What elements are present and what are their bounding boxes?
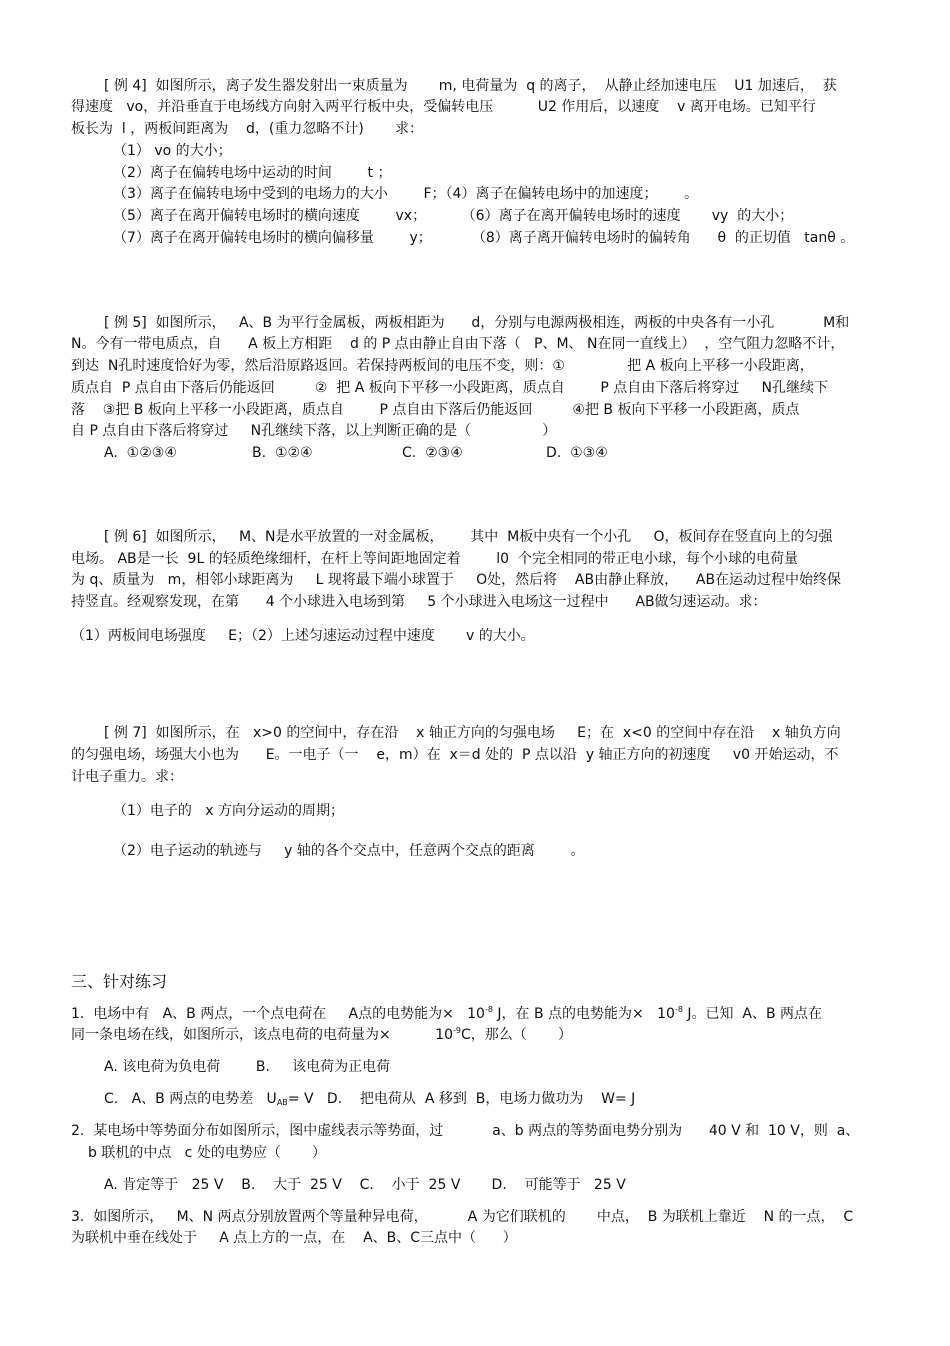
problem-1-line-1: 1. 电场中有 A、B 两点，一个点电荷在 A点的电势能为× $10^{-8}$ J，在 B 点的电势能为× $10^{-8}$ J。已知 A、B 两点在 xyxy=(71,1005,823,1022)
problem-1-options-ab: A. 该电荷为负电荷 B. 该电荷为正电荷 xyxy=(104,1059,391,1075)
problem-2-line-1: 2. 某电场中等势面分布如图所示，图中虚线表示等势面，过 a、b 两点的等势面电势分别为 40 V 和 10 V，则 a、 xyxy=(71,1123,860,1139)
problem-3-line-2: 为联机中垂在线处于 A 点上方的一点，在 A、B、C三点中（ ） xyxy=(71,1230,517,1246)
section-heading: 三、针对练习 xyxy=(71,972,168,991)
ex4-question-2: （2）离子在偏转电场中运动的时间 t ； xyxy=(113,165,392,181)
ex5-line-2: N。今有一带电质点，自 A 板上方相距 d 的 P 点由静止自由下落（ P、M、 N在同一直线上） ，空气阻力忽略不计， xyxy=(71,336,845,352)
ex4-question-5-6: （5）离子在离开偏转电场时的横向速度 vx； （6）离子在离开偏转电场时的速度 vy 的大小； xyxy=(113,208,794,224)
ex6-line-1: [ 例 6] 如图所示， M、N是水平放置的一对金属板， 其中 M板中央有一个小孔 O，板间存在竖直向上的匀强 xyxy=(104,529,833,545)
ex7-question-2: （2）电子运动的轨迹与 y 轴的各个交点中，任意两个交点的距离 。 xyxy=(113,843,585,859)
ex5-option-d: D. ①③④ xyxy=(546,445,608,461)
ex6-line-4: 持竖直。经观察发现，在第 4 个小球进入电场到第 5 个小球进入电场这一过程中 AB做匀速运动。求： xyxy=(71,594,767,610)
ex7-line-3: 计电子重力。求： xyxy=(71,769,183,785)
problem-2-options: A. 肯定等于 25 V B. 大于 25 V C. 小于 25 V D. 可能等于 25 V xyxy=(104,1177,626,1193)
ex5-line-6: 自 P 点自由下落后将穿过 N孔继续下落，以上判断正确的是（ ） xyxy=(71,423,557,439)
ex7-question-1: （1）电子的 x 方向分运动的周期； xyxy=(113,803,344,819)
ex5-line-4: 质点自 P 点自由下落后仍能返回 ② 把 A 板向下平移一小段距离，质点自 P 点自由下落后将穿过 N孔继续下 xyxy=(71,380,828,396)
ex7-line-1: [ 例 7] 如图所示，在 x>0 的空间中，存在沿 x 轴正方向的匀强电场 E；在 x<0 的空间中存在沿 x 轴负方向 xyxy=(104,725,841,741)
ex7-line-2: 的匀强电场，场强大小也为 E。一电子（一 e，m）在 x＝d 处的 P 点以沿 y 轴正方向的初速度 v0 开始运动，不 xyxy=(71,747,839,763)
ex4-question-1: （1） vo 的大小； xyxy=(113,143,232,159)
ex4-question-7-8: （7）离子在离开偏转电场时的横向偏移量 y； （8）离子离开偏转电场时的偏转角 θ 的正切值 tanθ 。 xyxy=(113,230,855,246)
problem-1-options-cd: C. A、B 两点的电势差 $U_{AB}= V$ D. 把电荷从 A 移到 B，电场力做功为 W= J xyxy=(104,1091,636,1107)
ex4-line-3: 板长为 l ，两板间距离为 d，(重力忽略不计) 求： xyxy=(71,121,424,137)
ex4-question-3-4: （3）离子在偏转电场中受到的电场力的大小 F；（4）离子在偏转电场中的加速度； 。 xyxy=(113,186,699,202)
ex6-line-3: 为 q、质量为 m，相邻小球距离为 L 现将最下端小球置于 O处，然后将 AB由静止释放， AB在运动过程中始终保 xyxy=(71,572,842,588)
problem-1-line-2: 同一条电场在线，如图所示，该点电荷的电荷量为× $10^{-9}C$，那么（ ） xyxy=(71,1026,572,1043)
ex5-option-c: C. ②③④ xyxy=(402,445,463,461)
ex4-line-2: 得速度 vo，并沿垂直于电场线方向射入两平行板中央，受偏转电压 U2 作用后，以速度 v 离开电场。已知平行 xyxy=(71,99,816,115)
problem-3-line-1: 3. 如图所示， M、N 两点分别放置两个等量种异电荷， A 为它们联机的 中点， B 为联机上靠近 N 的一点， C xyxy=(71,1209,854,1225)
ex5-option-a: A. ①②③④ xyxy=(104,445,177,461)
ex4-line-1: [ 例 4] 如图所示，离子发生器发射出一束质量为 m, 电荷量为 q 的离子， 从静止经加速电压 U1 加速后， 获 xyxy=(104,78,837,94)
ex5-line-5: 落 ③把 B 板向上平移一小段距离，质点自 P 点自由下落后仍能返回 ④把 B 板向下平移一小段距离，质点 xyxy=(71,402,800,418)
ex5-option-b: B. ①②④ xyxy=(252,445,313,461)
ex5-line-3: 到达 N孔时速度恰好为零，然后沿原路返回。若保持两板间的电压不变，则：① 把 A 板向上平移一小段距离， xyxy=(71,358,814,374)
ex6-line-2: 电场。 AB是一长 9L 的轻质绝缘细杆，在杆上等间距地固定着 l0 个完全相同的带正电小球，每个小球的电荷量 xyxy=(71,551,798,567)
ex5-line-1: [ 例 5] 如图所示， A、B 为平行金属板，两板相距为 d，分别与电源两极相连，两板的中央各有一小孔 M和 xyxy=(104,315,850,331)
ex6-questions: （1）两板间电场强度 E；（2）上述匀速运动过程中速度 v 的大小。 xyxy=(71,628,535,644)
problem-2-line-2: b 联机的中点 c 处的电势应（ ） xyxy=(88,1145,326,1161)
